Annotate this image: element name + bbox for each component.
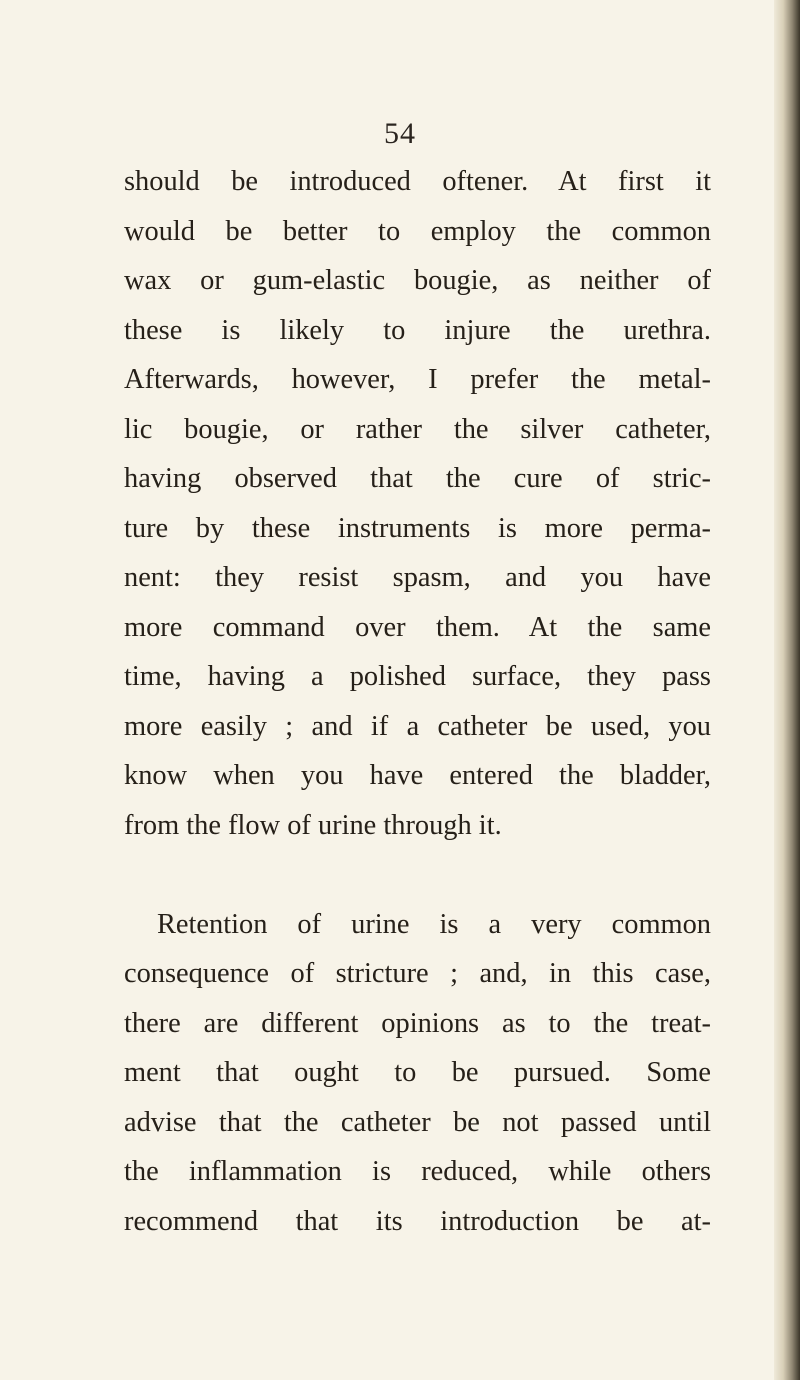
text-line: having observed that the cure of stric-: [124, 463, 711, 494]
text-line: more easily ; and if a catheter be used, you: [124, 710, 711, 742]
text-line: these is likely to injure the urethra.: [124, 314, 711, 346]
text-line: ture by these instruments is more perma-: [124, 512, 711, 544]
text-line: recommend that its introduction be at-: [124, 1205, 711, 1237]
page-binding-edge: [774, 0, 800, 1380]
text-line: nent: they resist spasm, and you have: [124, 562, 711, 593]
paragraph-gap: [124, 850, 711, 900]
text-line: Retention of urine is a very common: [157, 908, 711, 940]
text-line: advise that the catheter be not passed until: [124, 1106, 711, 1138]
body-text: [124, 157, 711, 1246]
text-line: Afterwards, however, I prefer the metal-: [124, 364, 711, 395]
text-line: the inflammation is reduced, while others: [124, 1156, 711, 1187]
text-line: from the flow of urine through it.: [124, 809, 502, 841]
text-line: more command over them. At the same: [124, 611, 711, 643]
text-line: know when you have entered the bladder,: [124, 760, 711, 791]
text-line: ment that ought to be pursued. Some: [124, 1057, 711, 1088]
text-line: should be introduced oftener. At first it: [124, 166, 711, 197]
paragraph-1: [124, 157, 711, 850]
paragraph-2: [124, 900, 711, 1247]
text-line: wax or gum-elastic bougie, as neither of: [124, 265, 711, 296]
page-number: 54: [384, 117, 416, 150]
text-line: would be better to employ the common: [124, 215, 711, 247]
text-line: lic bougie, or rather the silver catheter,: [124, 413, 711, 445]
text-line: time, having a polished surface, they pass: [124, 661, 711, 692]
text-line: there are different opinions as to the treat-: [124, 1007, 711, 1039]
text-line: consequence of stricture ; and, in this case,: [124, 958, 711, 989]
